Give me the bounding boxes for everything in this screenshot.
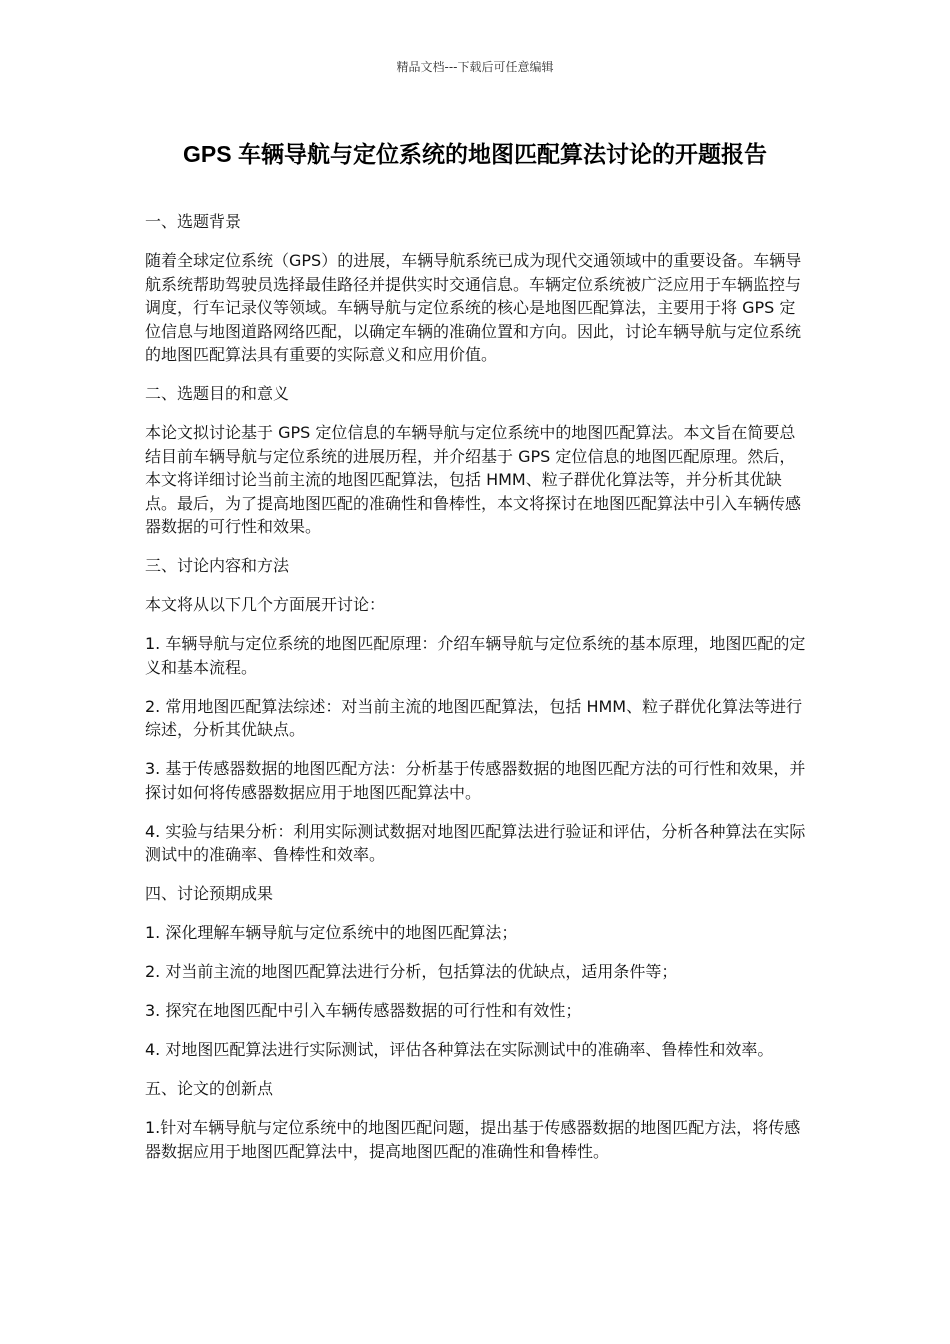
list-item-result-1: 1. 深化理解车辆导航与定位系统中的地图匹配算法； — [145, 923, 518, 942]
list-item-content-1: 1. 车辆导航与定位系统的地图匹配原理：介绍车辆导航与定位系统的基本原理，地图匹配的定义和基本流程。 — [145, 634, 806, 677]
document-title: GPS 车辆导航与定位系统的地图匹配算法讨论的开题报告 — [183, 141, 767, 167]
document-body — [145, 210, 807, 1179]
page-header: 精品文档---下载后可任意编辑 — [396, 60, 554, 74]
section-heading-background: 一、选题背景 — [145, 212, 242, 231]
paragraph-background: 随着全球定位系统（GPS）的进展，车辆导航系统已成为现代交通领域中的重要设备。车辆导航系统帮助驾驶员选择最佳路径并提供实时交通信息。车辆定位系统被广泛应用于车辆监控与调度，行车记录仪等领域。车辆导航与定位系统的核心是地图匹配算法，主要用于将 GPS 定位信息与地图道路网络匹配，以确定车辆的准确位置和方向。因此，讨论车辆导航与定位系统的地图匹配算法具有重要的实际意义和应用价值。 — [145, 251, 802, 364]
list-item-result-4: 4. 对地图匹配算法进行实际测试，评估各种算法在实际测试中的准确率、鲁棒性和效率。 — [145, 1040, 774, 1059]
list-item-content-3: 3. 基于传感器数据的地图匹配方法：分析基于传感器数据的地图匹配方法的可行性和效果，并探讨如何将传感器数据应用于地图匹配算法中。 — [145, 759, 806, 802]
section-heading-innovation: 五、论文的创新点 — [145, 1079, 274, 1098]
section-heading-purpose: 二、选题目的和意义 — [145, 384, 290, 403]
list-item-result-3: 3. 探究在地图匹配中引入车辆传感器数据的可行性和有效性； — [145, 1001, 582, 1020]
list-item-content-2: 2. 常用地图匹配算法综述：对当前主流的地图匹配算法，包括 HMM、粒子群优化算法等进行综述，分析其优缺点。 — [145, 696, 803, 739]
list-item-result-2: 2. 对当前主流的地图匹配算法进行分析，包括算法的优缺点，适用条件等； — [145, 962, 678, 981]
paragraph-content-intro: 本文将从以下几个方面展开讨论： — [145, 595, 386, 614]
paragraph-purpose: 本论文拟讨论基于 GPS 定位信息的车辆导航与定位系统中的地图匹配算法。本文旨在简要总结目前车辆导航与定位系统的进展历程，并介绍基于 GPS 定位信息的地图匹配原理。然后，本文将详细讨论当前主流的地图匹配算法，包括 HMM、粒子群优化算法等，并分析其优缺点。最后，为了提高地图匹配的准确性和鲁棒性，本文将探讨在地图匹配算法中引入车辆传感器数据的可行性和效果。 — [145, 423, 802, 536]
section-heading-content-method: 三、讨论内容和方法 — [145, 556, 290, 575]
section-heading-expected-results: 四、讨论预期成果 — [145, 884, 274, 903]
list-item-content-4: 4. 实验与结果分析：利用实际测试数据对地图匹配算法进行验证和评估，分析各种算法在实际测试中的准确率、鲁棒性和效率。 — [145, 821, 806, 864]
list-item-innovation-1: 1.针对车辆导航与定位系统中的地图匹配问题，提出基于传感器数据的地图匹配方法，将传感器数据应用于地图匹配算法中，提高地图匹配的准确性和鲁棒性。 — [145, 1118, 801, 1161]
